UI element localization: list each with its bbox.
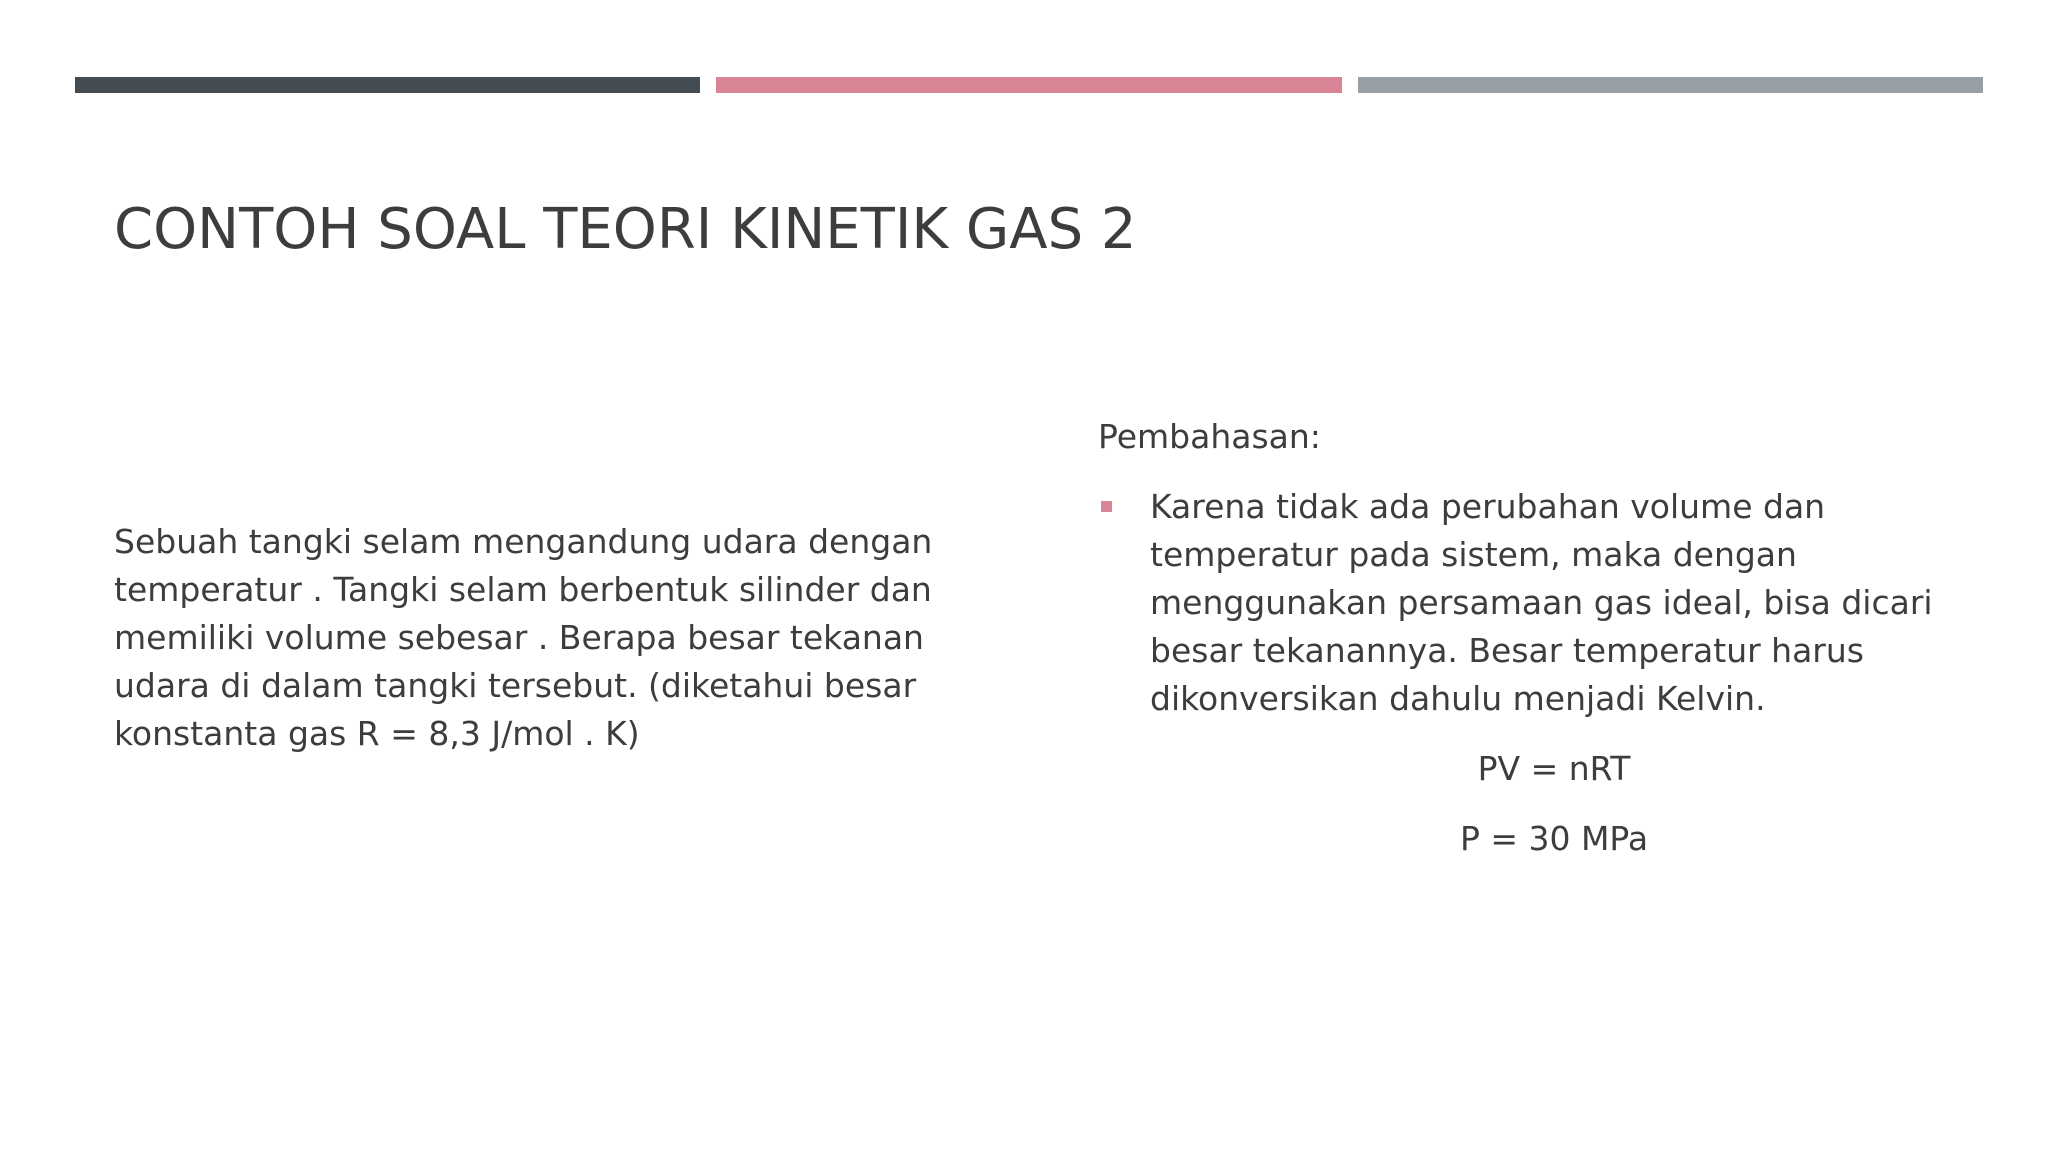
formula-result: P = 30 MPa bbox=[1459, 819, 1649, 858]
answer-bullet-text: Karena tidak ada perubahan volume dan temperatur pada sistem, maka dengan menggunakan persamaan gas ideal, bisa dicari besar tekanannya. Besar temperatur harus dikonversikan dahulu menjadi Kelvin. bbox=[1150, 487, 1933, 718]
formula-ideal-gas: PV = nRT bbox=[1477, 749, 1631, 788]
accent-bar-dark bbox=[75, 77, 700, 93]
top-accent-bars bbox=[75, 77, 1983, 93]
bullet-square-icon bbox=[1101, 501, 1112, 512]
answer-bullet bbox=[1098, 483, 1958, 723]
question-text: Sebuah tangki selam mengandung udara dengan temperatur . Tangki selam berbentuk silinder dan memiliki volume sebesar . Berapa besar tekanan udara di dalam tangki tersebut. (diketahui besar konstanta gas R = 8,3 J/mol . K) bbox=[114, 522, 933, 753]
accent-bar-pink bbox=[716, 77, 1342, 93]
slide-title: CONTOH SOAL TEORI KINETIK GAS 2 bbox=[114, 197, 1137, 262]
accent-bar-gray bbox=[1358, 77, 1983, 93]
answer-heading: Pembahasan: bbox=[1098, 417, 1321, 456]
answer-section bbox=[1098, 413, 1958, 863]
